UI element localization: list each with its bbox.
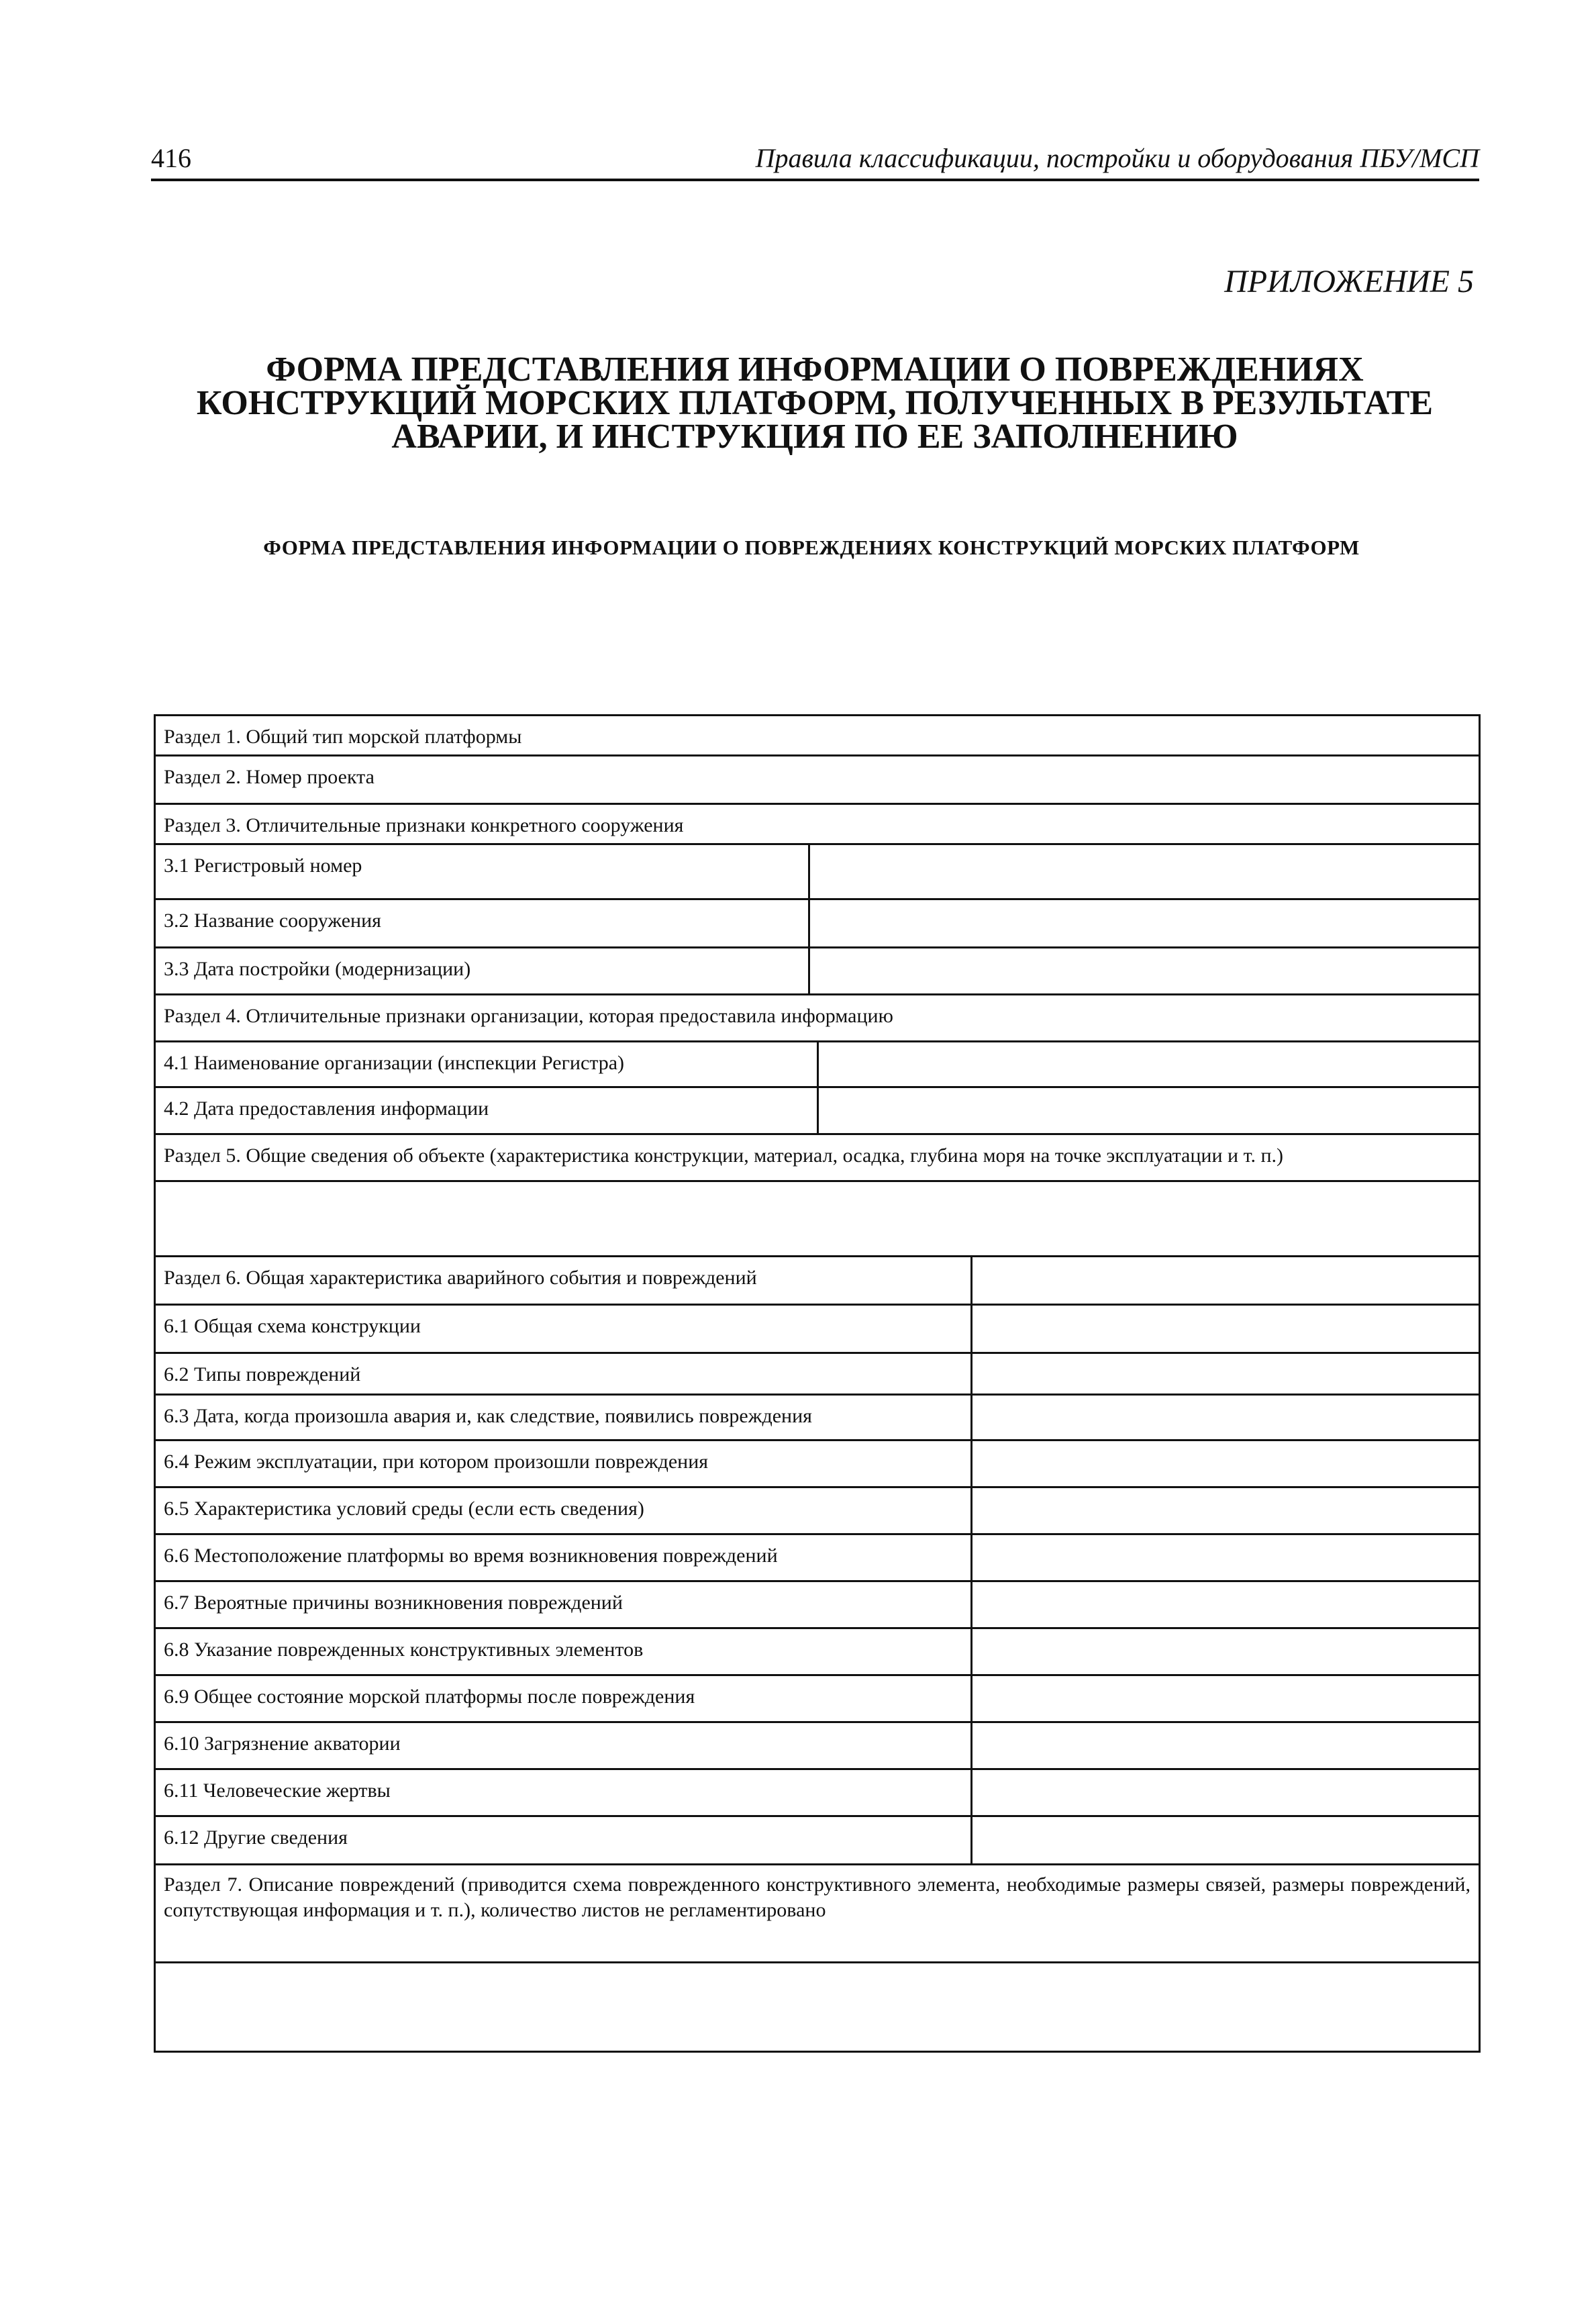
field-label: 6.10 Загрязнение акватории	[156, 1723, 972, 1768]
field-value-cell[interactable]	[972, 1770, 1479, 1815]
field-row	[156, 1535, 1479, 1582]
appendix-label: ПРИЛОЖЕНИЕ 5	[1224, 264, 1474, 299]
running-title: Правила классификации, постройки и оборудования ПБУ/МСП	[755, 143, 1479, 173]
field-row	[156, 845, 1479, 900]
field-value-cell[interactable]	[972, 1582, 1479, 1627]
field-row	[156, 1042, 1479, 1088]
field-label: 4.2 Дата предоставления информации	[156, 1088, 819, 1133]
field-value-cell[interactable]	[810, 845, 1479, 898]
section-5-row	[156, 1135, 1479, 1182]
field-label: 3.1 Регистровый номер	[156, 845, 810, 898]
page-number: 416	[151, 143, 191, 173]
field-value-cell[interactable]	[972, 1629, 1479, 1674]
field-row	[156, 1723, 1479, 1770]
section-6-label: Раздел 6. Общая характеристика аварийного события и повреждений	[156, 1257, 972, 1304]
section-1-label: Раздел 1. Общий тип морской платформы	[164, 726, 522, 748]
field-label: 6.3 Дата, когда произошла авария и, как следствие, появились повреждения	[156, 1396, 972, 1439]
field-label: 6.9 Общее состояние морской платформы после повреждения	[156, 1676, 972, 1721]
field-value-cell[interactable]	[972, 1535, 1479, 1580]
field-row	[156, 1306, 1479, 1354]
field-value-cell[interactable]	[819, 1042, 1479, 1086]
header-rule	[151, 179, 1479, 181]
section-7-row	[156, 1865, 1479, 1963]
field-row	[156, 1770, 1479, 1817]
field-value-cell[interactable]	[972, 1723, 1479, 1768]
field-label: 3.2 Название сооружения	[156, 900, 810, 946]
field-label: 6.8 Указание поврежденных конструктивных элементов	[156, 1629, 972, 1674]
field-label: 4.1 Наименование организации (инспекции Регистра)	[156, 1042, 819, 1086]
field-value-cell[interactable]	[972, 1441, 1479, 1486]
field-row	[156, 1354, 1479, 1396]
field-value-cell[interactable]	[972, 1676, 1479, 1721]
field-row	[156, 1629, 1479, 1676]
field-label: 6.7 Вероятные причины возникновения повреждений	[156, 1582, 972, 1627]
field-row	[156, 1088, 1479, 1135]
damage-report-form	[154, 714, 1481, 2053]
section-5-value-cell[interactable]	[156, 1182, 1479, 1257]
main-title: ФОРМА ПРЕДСТАВЛЕНИЯ ИНФОРМАЦИИ О ПОВРЕЖДЕНИЯХ КОНСТРУКЦИЙ МОРСКИХ ПЛАТФОРМ, ПОЛУЧЕННЫХ В РЕЗУЛЬТАТЕ АВАРИИ, И ИНСТРУКЦИЯ ПО ЕЕ ЗАПОЛНЕНИЮ	[196, 350, 1434, 456]
section-3-label: Раздел 3. Отличительные признаки конкретного сооружения	[164, 814, 684, 836]
section-2-label: Раздел 2. Номер проекта	[164, 766, 375, 788]
field-label: 6.2 Типы повреждений	[156, 1354, 972, 1394]
section-4-row	[156, 995, 1479, 1042]
field-row	[156, 1676, 1479, 1723]
field-label: 6.11 Человеческие жертвы	[156, 1770, 972, 1815]
field-label: 6.4 Режим эксплуатации, при котором произошли повреждения	[156, 1441, 972, 1486]
section-1-row	[156, 716, 1479, 756]
field-row	[156, 1817, 1479, 1865]
field-row	[156, 948, 1479, 995]
field-label: 6.6 Местоположение платформы во время возникновения повреждений	[156, 1535, 972, 1580]
field-value-cell[interactable]	[810, 948, 1479, 993]
field-value-cell[interactable]	[972, 1817, 1479, 1863]
section-7-label: Раздел 7. Описание повреждений (приводится схема поврежденного конструктивного элемента, необходимые размеры связей, размеры повреждений, сопутствующая информация и т. п.), количество листов не регламентировано	[164, 1873, 1470, 1921]
section-3-row	[156, 805, 1479, 845]
field-label: 6.1 Общая схема конструкции	[156, 1306, 972, 1352]
field-value-cell[interactable]	[972, 1354, 1479, 1394]
field-row	[156, 900, 1479, 948]
field-value-cell[interactable]	[972, 1396, 1479, 1439]
section-6-row	[156, 1257, 1479, 1306]
field-row	[156, 1582, 1479, 1629]
field-label: 6.12 Другие сведения	[156, 1817, 972, 1863]
field-row	[156, 1441, 1479, 1488]
field-value-cell[interactable]	[972, 1306, 1479, 1352]
field-value-cell[interactable]	[972, 1488, 1479, 1533]
form-subtitle: ФОРМА ПРЕДСТАВЛЕНИЯ ИНФОРМАЦИИ О ПОВРЕЖДЕНИЯХ КОНСТРУКЦИЙ МОРСКИХ ПЛАТФОРМ	[263, 536, 1360, 559]
field-label: 3.3 Дата постройки (модернизации)	[156, 948, 810, 993]
section-7-value-cell[interactable]	[156, 1963, 1479, 2051]
section-4-label: Раздел 4. Отличительные признаки организации, которая предоставила информацию	[164, 1005, 893, 1027]
field-value-cell[interactable]	[819, 1088, 1479, 1133]
field-row	[156, 1488, 1479, 1535]
field-row	[156, 1396, 1479, 1441]
section-5-label: Раздел 5. Общие сведения об объекте (характеристика конструкции, материал, осадка, глубина моря на точке эксплуатации и т. п.)	[164, 1144, 1283, 1167]
field-label: 6.5 Характеристика условий среды (если есть сведения)	[156, 1488, 972, 1533]
field-value-cell[interactable]	[972, 1257, 1479, 1304]
field-value-cell[interactable]	[810, 900, 1479, 946]
section-2-row	[156, 756, 1479, 805]
